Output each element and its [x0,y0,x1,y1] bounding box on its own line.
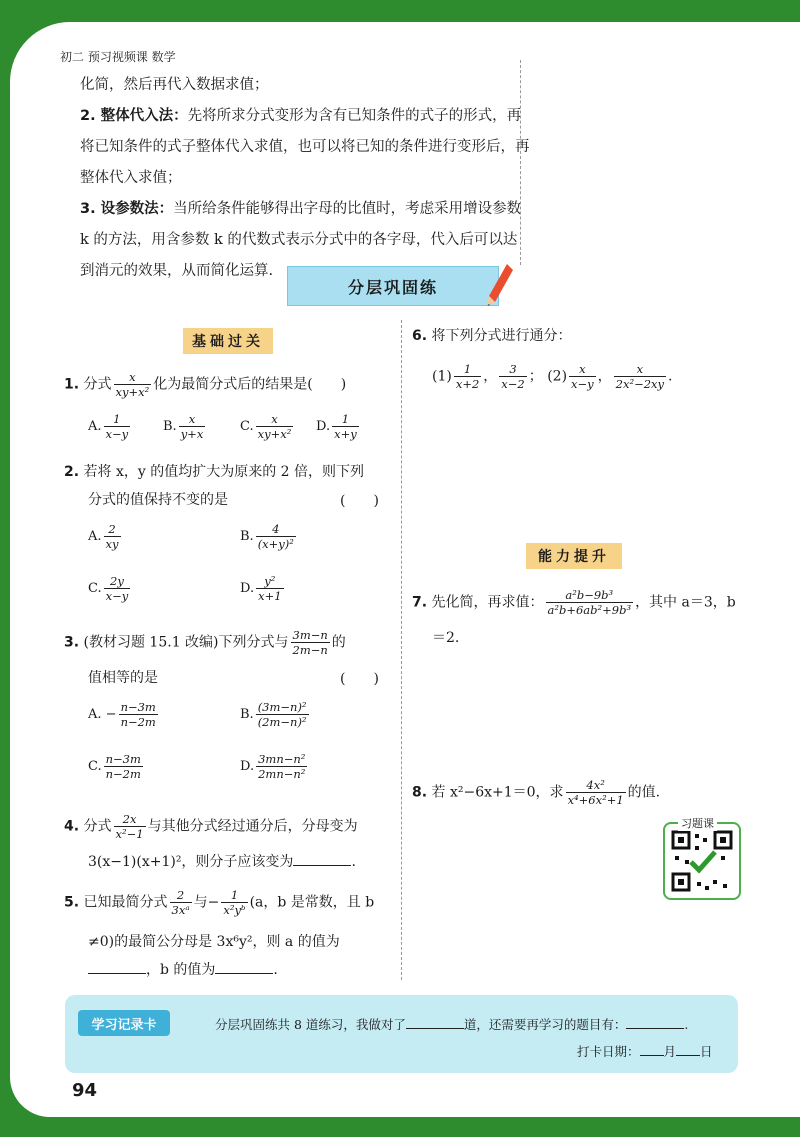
question-8: 8. 若 x²−6x+1＝0，求 $\frac{\text{4x²}}{\text{x⁴+6x²+1}}$ 的值. [412,778,661,807]
q2-option-d[interactable]: D. $\frac{\text{y²}}{x+1}$ [240,574,282,603]
q1-fraction: $\frac{x}{\text{xy+x²}}$ [115,370,150,399]
method-2: 2. 整体代入法：先将所求分式变形为含有已知条件的式子的形式，再将已知条件的式子整体代入求值，也可以将已知的条件进行变形后，再整体代入求值； [80,108,530,186]
question-7: 7. 先化简，再求值： $\frac{\text{a²b−9b³}}{\text{a²b+6ab²+9b³}}$ ，其中 a＝3，b [412,588,736,617]
q1-option-d[interactable]: D. $\frac{1}{x+y}$ [316,412,357,441]
q3-option-b[interactable]: B. $\frac{\text{(3m−n)²}}{\text{(2m−n)²}}$ [240,700,307,729]
question-4-line2: 3(x−1)(x+1)²，则分子应该变为 . [88,854,356,870]
question-1: 1. 分式 $\frac{x}{\text{xy+x²}}$ 化为最简分式后的结果是( ) [64,370,347,399]
question-2: 2. 若将 x，y 的值均扩大为原来的 2 倍，则下列 [64,464,365,480]
pencil-icon [485,262,515,308]
section-advanced-tag: 能力提升 [526,543,622,569]
question-3-line2: 值相等的是 [88,670,158,686]
q3-option-c[interactable]: C. $\frac{n-3m}{n-2m}$ [88,752,141,781]
intro-line1: 化简，然后再代入数据求值； [80,77,269,93]
method-3: 3. 设参数法：当所给条件能够得出字母的比值时，考虑采用增设参数 k 的方法，用含参数 k 的代数式表示分式中的各字母，代入后可以达到消元的效果，从而简化运算. [80,201,522,279]
day-blank[interactable] [676,1055,700,1056]
divider-top [520,60,521,265]
record-card-text: 分层巩固练共 8 道练习，我做对了 道，还需要再学习的题目有： . [215,1017,689,1032]
q2-option-b[interactable]: B. $\frac{4}{\text{(x+y)²}}$ [240,522,294,551]
q3-option-d[interactable]: D. $\frac{\text{3mn−n²}}{\text{2mn−n²}}$ [240,752,306,781]
question-5-line2: ≠0)的最简公分母是 3x⁶y²，则 a 的值为 [88,934,340,950]
section-banner: 分层巩固练 [287,266,499,306]
q1-option-b[interactable]: B. $\frac{x}{y+x}$ [163,412,204,441]
review-items-blank[interactable] [626,1028,684,1029]
correct-count-blank[interactable] [406,1028,464,1029]
intro-methods [80,70,530,287]
section-basic-tag: 基础过关 [183,328,273,354]
question-5: 5. 已知最简分式 $\frac{2}{\text{3xᵃ}}$ 与− $\frac{1}{\text{x²yᵇ}}$ (a，b 是常数，且 b [64,888,375,917]
page-header: 初二 预习视频课 数学 [60,50,176,64]
q4-answer-blank[interactable] [293,865,351,866]
qr-label: 习题课 [678,815,717,831]
question-4: 4. 分式 $\frac{2x}{\text{x²−1}}$ 与其他分式经过通分后，分母变为 [64,812,358,841]
month-blank[interactable] [640,1055,664,1056]
q1-option-a[interactable]: A. $\frac{1}{x-y}$ [88,412,129,441]
page-number: 94 [72,1080,98,1101]
q2-option-a[interactable]: A. $\frac{2}{xy}$ [88,522,119,551]
qr-code-icon [665,824,739,898]
record-date: 打卡日期： 月 日 [577,1044,713,1059]
q2-answer-paren[interactable]: ( ) [340,493,379,509]
q2-option-c[interactable]: C. $\frac{2y}{x-y}$ [88,574,129,603]
question-7-line2: ＝2. [432,630,460,646]
qr-code[interactable] [663,822,741,900]
question-2-line2: 分式的值保持不变的是 [88,492,228,508]
q3-option-a[interactable]: A. − $\frac{n-3m}{n-2m}$ [88,700,156,729]
question-6: 6. 将下列分式进行通分： [412,328,572,344]
question-5-line3: ，b 的值为 . [88,960,278,980]
q1-option-c[interactable]: C. $\frac{x}{\text{xy+x²}}$ [240,412,292,441]
q5-b-blank[interactable] [215,973,273,974]
q3-answer-paren[interactable]: ( ) [340,671,379,687]
question-3: 3. (教材习题 15.1 改编)下列分式与 $\frac{3m-n}{2m-n}$ 的 [64,628,346,657]
question-6-parts: (1) $\frac{1}{x+2}$ ， $\frac{3}{x-2}$ ； (2) $\frac{x}{x-y}$ ， $\frac{x}{\text{2x²−2xy}}$ . [432,362,673,391]
q5-a-blank[interactable] [88,973,146,974]
record-card-tag: 学习记录卡 [78,1010,170,1036]
column-divider [401,320,402,980]
top-border [0,0,800,22]
